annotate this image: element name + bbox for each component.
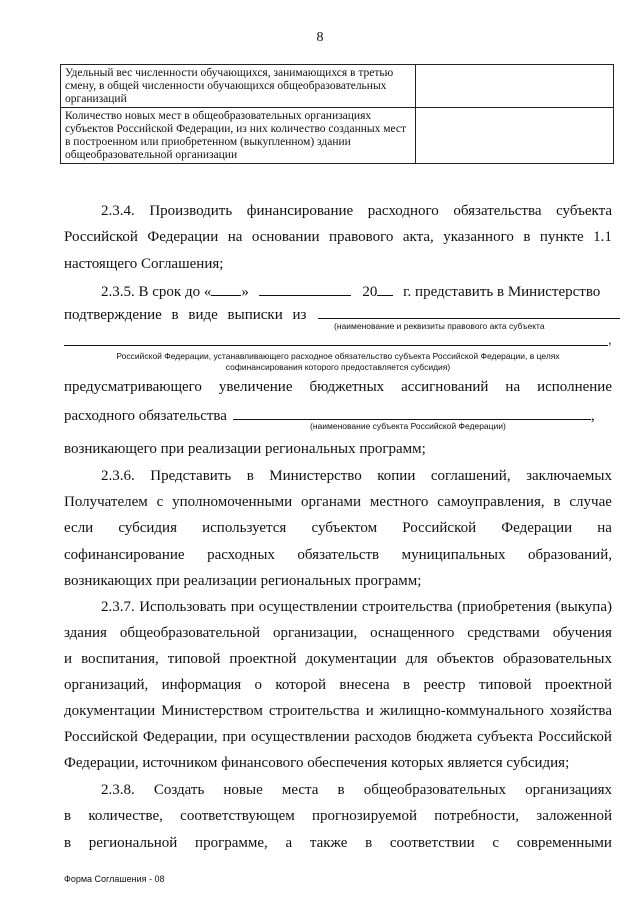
word: объектов [436,651,494,667]
word: заключаемых [526,468,612,484]
word: строительства [361,599,453,615]
word: Производить [149,203,233,219]
paragraph-2-3-5-line-1 [101,281,612,301]
paragraph-2-3-4-line-1 [101,202,612,220]
table-row [61,65,614,108]
deadline-suffix: г. представить в Министерство [403,284,601,300]
word: для [405,651,428,667]
word: информация [161,677,242,693]
word: софинансирование [64,547,185,563]
year-blank[interactable] [377,281,393,296]
word: внесена [339,677,390,693]
comma: , [608,332,612,347]
word: соответствии [389,835,475,851]
paragraph-2-3-6-line-4 [64,546,612,564]
word: муниципальных [401,547,506,563]
word: Российской [64,729,138,745]
word: Представить [150,468,232,484]
word: предусматривающего [64,379,202,395]
word: с [492,835,500,851]
word: основании [251,229,320,245]
indicator-table [60,64,614,164]
word: современными [516,835,612,851]
word: ассигнований [401,379,489,395]
deadline-prefix: 2.3.5. В срок до « [101,284,212,300]
word: Министерство [269,468,362,484]
word: в [365,835,373,851]
word: Российской [538,729,612,745]
paragraph-2-3-6-line-5: возникающих при реализации региональных программ; [64,573,422,589]
word: случае [569,494,612,510]
word: местного [369,494,429,510]
word: финансирование [246,203,354,219]
word: на [227,229,243,245]
word: в [403,677,411,693]
word: оснащенного [370,625,455,641]
word: обучения [552,625,612,641]
word: хозяйства [549,703,612,719]
word: проектной [229,651,297,667]
word: используется [202,520,287,536]
word: в [553,494,561,510]
obligation-label: расходного обязательства [64,408,227,424]
word: 2.3.6. [101,468,135,484]
table-row [61,108,614,164]
word: расходов [354,729,412,745]
word: прогнозируемой [312,808,417,824]
word: акта, [402,229,434,245]
word: Создать [153,782,205,798]
paragraph-2-3-7-line-5 [64,702,612,720]
comma-end: , [590,408,595,424]
year-prefix: 20 [362,284,378,300]
word: в [523,229,531,245]
word: на [505,379,521,395]
legal-act-blank-2[interactable] [64,331,608,346]
word: Получателем [64,494,148,510]
word: (выкупа) [555,599,612,615]
word: 2.3.4. [101,203,135,219]
month-blank[interactable] [259,281,351,296]
word: документации [305,651,397,667]
word: бюджета [416,729,473,745]
word: и [64,651,73,667]
word: воспитания, [81,651,159,667]
word: 2.3.8. [101,782,135,798]
word: в [64,808,72,824]
word: правового [328,229,394,245]
word: о [254,677,262,693]
paragraph-2-3-7-line-4 [64,676,612,694]
word: (приобретения [457,599,552,615]
word: соглашений, [430,468,511,484]
word: образовательных [503,651,612,667]
word: реестр [423,677,466,693]
paragraph-2-3-6-line-3 [64,519,612,537]
word: Федерации, [142,729,218,745]
word: и [365,703,374,719]
word: строительства [268,703,360,719]
word: общеобразовательной [119,625,261,641]
legal-act-blank[interactable] [318,304,620,319]
word: с [156,494,164,510]
word: в [246,468,254,484]
word: субъекта [477,729,534,745]
word: жилищно-коммунального [379,703,544,719]
word: исполнение [537,379,612,395]
word: программе, [195,835,268,851]
word: организаций, [64,677,149,693]
word: при [222,729,246,745]
page-number: 8 [316,30,324,45]
word: уполномоченными [172,494,293,510]
paragraph-2-3-8-line-3 [64,834,612,852]
word: пункте [539,229,584,245]
word: 1.1 [593,229,612,245]
paragraph-2-3-7-line-3 [64,650,612,668]
paragraph-2-3-6-line-1 [101,467,612,485]
day-blank[interactable] [211,281,241,296]
word: органами [301,494,362,510]
word: региональной [88,835,178,851]
word: обязательства [453,203,542,219]
table-cell-indicator: Удельный вес численности обучающихся, занимающихся в третью смену, в общей численности обучающихся общеобразовательных организаций [61,65,416,108]
paragraph-2-3-7-line-1 [101,598,612,616]
word: копии [377,468,416,484]
paragraph-2-3-4-line-3: настоящего Соглашения; [64,256,224,272]
word: общеобразовательных [363,782,506,798]
form-footer: Форма Соглашения - 08 [64,874,165,884]
word: увеличение [218,379,293,395]
table-cell-value [416,65,614,108]
word: в [64,835,72,851]
word: Федерации [147,229,219,245]
word: места [281,782,319,798]
word: образований, [527,547,612,563]
word: типовой [478,677,532,693]
word: Использовать [139,599,227,615]
word: субъектом [311,520,378,536]
word: а [285,835,293,851]
note-legal-act: (наименование и реквизиты правового акта субъекта [334,321,545,331]
word: при [230,599,255,615]
word: Министерством [161,703,263,719]
word: расходного [367,203,439,219]
paragraph-2-3-5-line-3 [64,378,612,396]
word: потребности, [434,808,519,824]
note-cofinancing: софинансирования которого предоставляется субсидия) [225,362,451,372]
word: проектной [544,677,612,693]
word: новые [223,782,263,798]
word: обязательств [297,547,380,563]
word: указанного [443,229,514,245]
paragraph-2-3-8-line-2 [64,807,612,825]
word: также [309,835,348,851]
word: типовой [167,651,221,667]
word: Российской [402,520,477,536]
word: бюджетных [309,379,385,395]
paragraph-2-3-7-line-7: Федерации, источником финансового обеспечения которых является субсидия; [64,755,570,771]
table-cell-value [416,108,614,164]
word: субсидия [118,520,177,536]
paragraph-2-3-5-line-5: возникающего при реализации региональных программ; [64,441,426,457]
paragraph-2-3-8-line-1 [101,781,612,799]
word: заложенной [536,808,612,824]
note-legal-act-cont: Российской Федерации, устанавливающего расходное обязательство субъекта Российской Федерации, в целях [116,351,560,361]
word: 2.3.7. [101,599,135,615]
paragraph-2-3-6-line-2 [64,493,612,511]
word: если [64,520,94,536]
deadline-quote: » [241,284,249,300]
paragraph-2-3-4-line-2 [64,228,612,246]
word: которой [275,677,327,693]
word: осуществлении [250,729,350,745]
note-subject-name: (наименование субъекта Российской Федерации) [310,421,506,431]
word: самоуправления, [437,494,545,510]
subject-name-blank[interactable] [233,405,591,420]
word: организации, [272,625,358,641]
word: Федерации [501,520,573,536]
word: расходных [207,547,275,563]
word: организациях [525,782,612,798]
word: средствами [467,625,540,641]
word: соответствующем [180,808,295,824]
paragraph-2-3-7-line-2 [64,624,612,642]
word: осуществлении [258,599,358,615]
extract-label: подтверждение в виде выписки из [64,307,307,323]
word: Российской [64,229,138,245]
word: на [597,520,612,536]
word: документации [64,703,156,719]
word: здания [64,625,107,641]
word: субъекта [556,203,612,219]
word: в [337,782,345,798]
word: количестве, [88,808,163,824]
table-cell-indicator: Количество новых мест в общеобразовательных организациях субъектов Российской Федерации, из них количество созданных мест в построенном или приобретенном (выкупленном) здании общеобразовательной организации [61,108,416,164]
paragraph-2-3-7-line-6 [64,728,612,746]
